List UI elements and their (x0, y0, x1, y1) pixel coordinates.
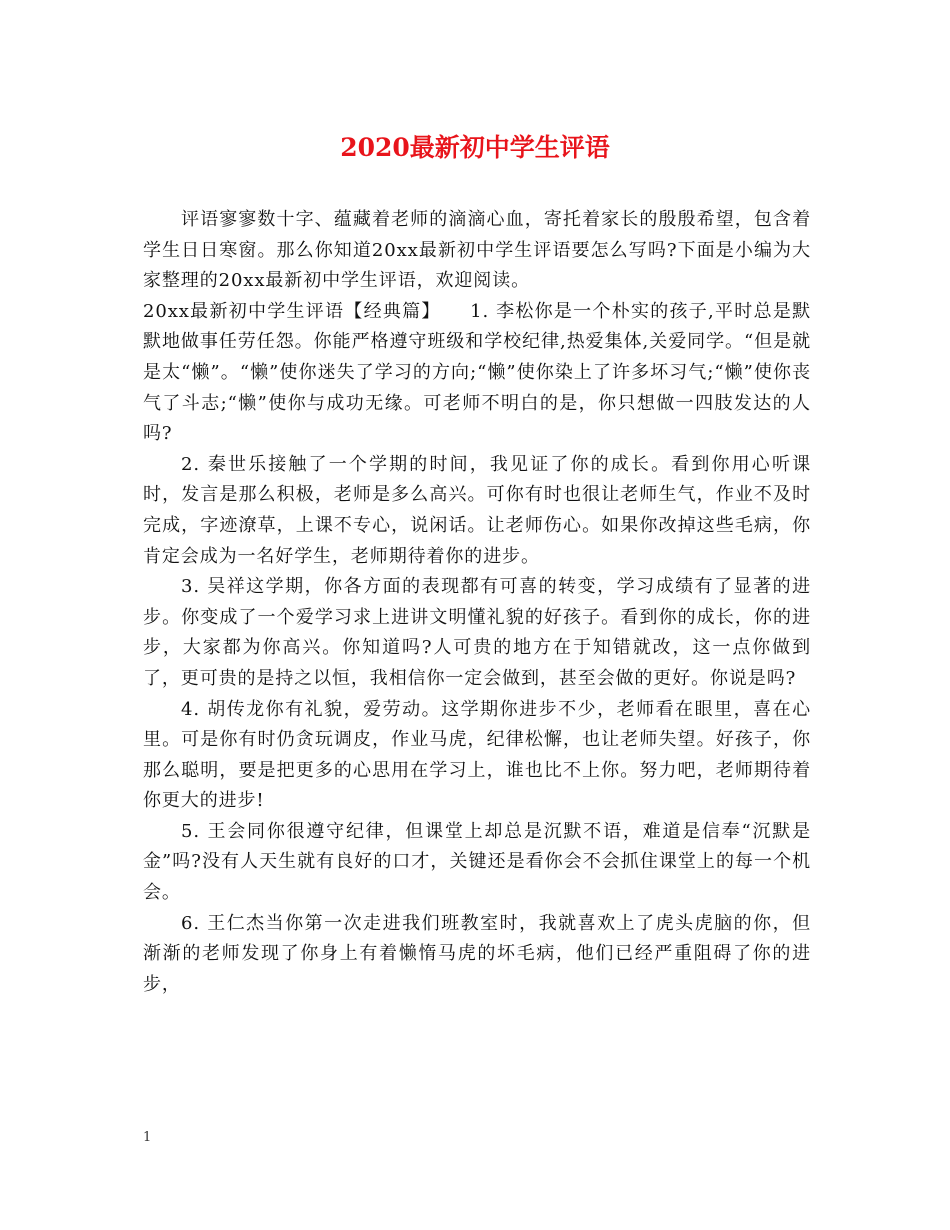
document-body (143, 205, 811, 1000)
paragraph-item-6: 6. 王仁杰当你第一次走进我们班教室时，我就喜欢上了虎头虎脑的你，但渐渐的老师发现了你身上有着懒惰马虎的坏毛病，他们已经严重阻碍了你的进步， (143, 912, 811, 995)
page-title: 2020最新初中学生评语 (340, 133, 610, 162)
paragraph-item-5: 5. 王会同你很遵守纪律，但课堂上却总是沉默不语，难道是信奉“沉默是金”吗?没有人天生就有良好的口才，关键还是看你会不会抓住课堂上的每一个机会。 (143, 820, 811, 904)
paragraph-item-1: 20xx最新初中学生评语【经典篇】 1. 李松你是一个朴实的孩子,平时总是默默地做事任劳任怨。你能严格遵守班级和学校纪律,热爱集体,关爱同学。“但是就是太“懒”。“懒”使你迷失了学习的方向;“懒”使你染上了许多坏习气;“懒”使你丧气了斗志;“懒”使你与成功无缘。可老师不明白的是，你只想做一四肢发达的人吗? (143, 300, 811, 445)
page-number: 1 (143, 1130, 152, 1145)
paragraph-item-3: 3. 吴祥这学期，你各方面的表现都有可喜的转变，学习成绩有了显著的进步。你变成了一个爱学习求上进讲文明懂礼貌的好孩子。看到你的成长，你的进步，大家都为你高兴。你知道吗?人可贵的地方在于知错就改，这一点你做到了，更可贵的是持之以恒，我相信你一定会做到，甚至会做的更好。你说是吗? (143, 576, 811, 689)
paragraph-item-4: 4. 胡传龙你有礼貌，爱劳动。这学期你进步不少，老师看在眼里，喜在心里。可是你有时仍贪玩调皮，作业马虎，纪律松懈，也让老师失望。好孩子，你那么聪明，要是把更多的心思用在学习上，谁也比不上你。努力吧，老师期待着你更大的进步! (143, 698, 811, 812)
paragraph-item-2: 2. 秦世乐接触了一个学期的时间，我见证了你的成长。看到你用心听课时，发言是那么积极，老师是多么高兴。可你有时也很让老师生气，作业不及时完成，字迹潦草，上课不专心，说闲话。让老师伤心。如果你改掉这些毛病，你肯定会成为一名好学生，老师期待着你的进步。 (143, 453, 811, 567)
intro-paragraph: 评语寥寥数十字、蕴藏着老师的滴滴心血，寄托着家长的殷殷希望，包含着学生日日寒窗。那么你知道20xx最新初中学生评语要怎么写吗?下面是小编为大家整理的20xx最新初中学生评语，欢迎阅读。 (143, 209, 811, 292)
